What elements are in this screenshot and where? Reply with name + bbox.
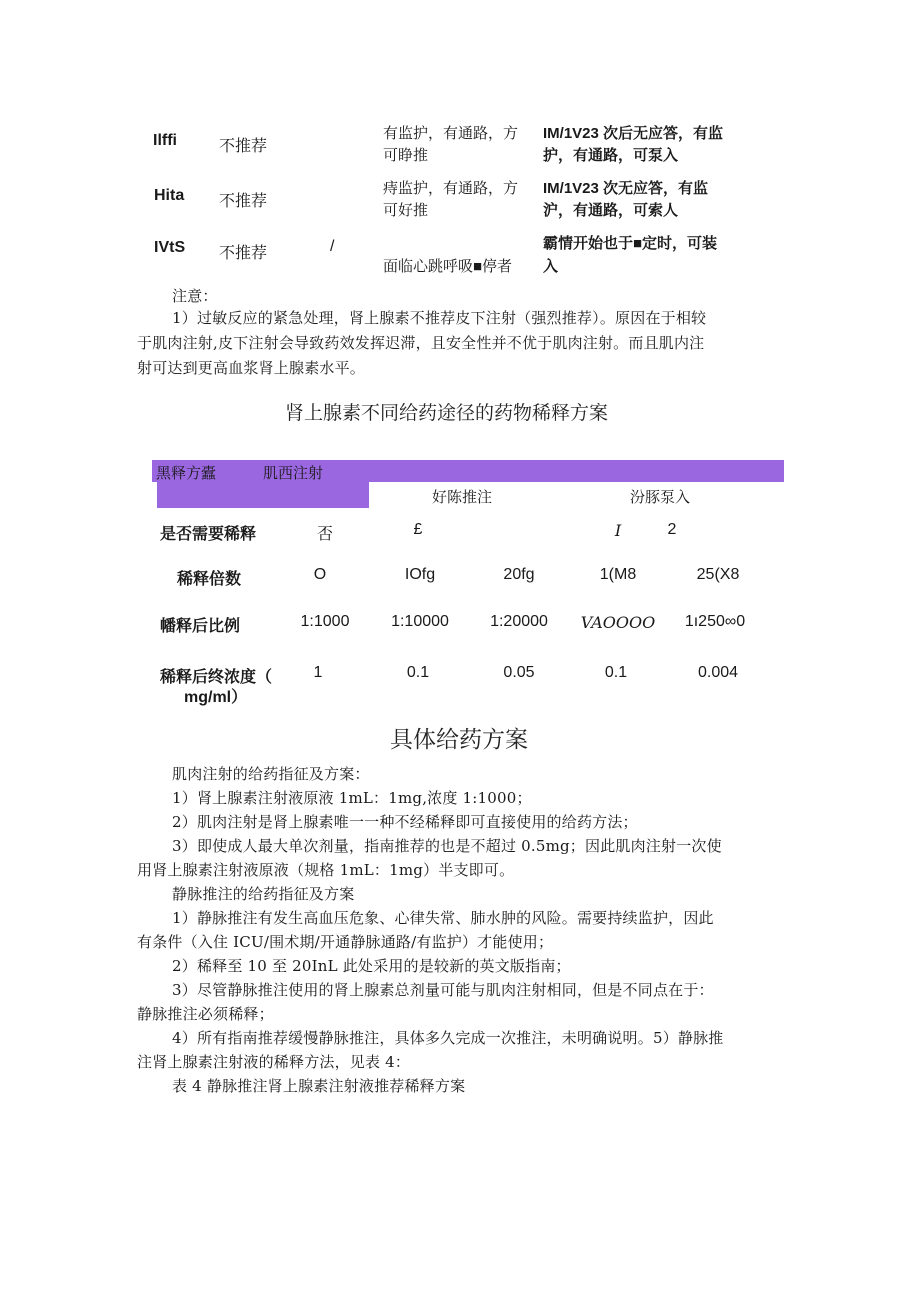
dilution-header-label: 黑释方蠹 [156, 465, 217, 482]
plan-line: 静脉推注的给药指征及方案 [172, 885, 355, 903]
plan-line: 静脉推注必须稀释； [137, 1005, 274, 1023]
plan-line: 3）即使成人最大单次剂量，指南推荐的也是不超过 0.5mg；因此肌肉注射一次使 [172, 837, 722, 855]
plan-line: 1）静脉推注有发生高血压危象、心律失常、肺水肿的风险。需要持续监护，因此 [172, 909, 714, 927]
plan-table-caption: 表 4 静脉推注肾上腺素注射液推荐稀释方案 [172, 1077, 466, 1095]
dilution-row-label: 是否需要稀释 [160, 526, 257, 543]
route-recommendation: 不推荐 [219, 193, 268, 210]
route-label: Ilffi [153, 132, 177, 149]
route-condition-text: 霸情开始也于■定时，可装 [543, 235, 718, 252]
plan-line: 肌肉注射的给药指征及方案： [172, 765, 370, 783]
dilution-title: 肾上腺素不同给药途径的药物稀释方案 [285, 403, 609, 424]
dilution-row-label: 幡释后比例 [160, 618, 241, 635]
dilution-row-label-unit: mg/ml） [184, 689, 248, 706]
dilution-cell: 0.05 [503, 664, 535, 681]
dilution-cell: 0.1 [406, 664, 430, 681]
dilution-cell: 1 [313, 664, 323, 681]
dilution-cell: 1:1000 [300, 613, 350, 630]
dilution-cell: O [313, 566, 327, 583]
route-monitoring-text: 痔监护，有通路，方 [383, 180, 519, 197]
plan-title: 具体给药方案 [390, 726, 528, 752]
dilution-header-im: 肌西注射 [263, 465, 324, 482]
dilution-subheader-block [157, 482, 369, 508]
notes-paragraph: 射可达到更高血浆肾上腺素水平。 [137, 359, 366, 377]
plan-line: 4）所有指南推荐缓慢静脉推注，具体多久完成一次推注，未明确说明。5）静脉推 [172, 1029, 724, 1047]
dilution-cell: 20fg [503, 566, 535, 583]
plan-line: 3）尽管静脉推注使用的肾上腺素总剂量可能与肌肉注射相同，但是不同点在于： [172, 981, 714, 999]
dilution-cell: 25(X8 [696, 566, 740, 583]
route-monitoring-text: 可睁推 [383, 147, 429, 164]
plan-line: 1）肾上腺素注射液原液 1mL：1mg,浓度 1:1000； [172, 789, 532, 807]
plan-line: 有条件（入住 ICU/围术期/开通静脉通路/有监护）才能使用； [137, 933, 554, 951]
route-condition-text: IM/1V23 次后无应答，有监 [543, 125, 724, 142]
dilution-header-bar [152, 460, 784, 482]
dilution-cell: 0.1 [604, 664, 628, 681]
dilution-cell: 1:20000 [490, 613, 548, 630]
plan-line: 注肾上腺素注射液的稀释方法，见表 4： [137, 1053, 411, 1071]
route-slash: / [330, 238, 335, 255]
dilution-cell: 1ı250∞0 [684, 613, 746, 630]
dilution-cell: 2 [667, 521, 677, 538]
plan-line: 2）肌肉注射是肾上腺素唯一一种不经稀释即可直接使用的给药方法； [172, 813, 638, 831]
dilution-cell: £ [413, 521, 423, 538]
dilution-row-label: 稀释倍数 [177, 571, 242, 588]
dilution-cell: VAOOOO [580, 613, 656, 632]
dilution-cell: IOfg [404, 566, 436, 583]
route-monitoring-text: 有监护，有通路，方 [383, 125, 519, 142]
route-label: IVtS [154, 239, 186, 256]
route-label: Hita [154, 187, 185, 204]
dilution-cell: 0.004 [697, 664, 739, 681]
route-monitoring-text: 可好推 [383, 202, 429, 219]
route-monitoring-text: 面临心跳呼吸■停者 [383, 258, 513, 275]
dilution-cell: 否 [316, 526, 333, 543]
dilution-cell: 1:10000 [391, 613, 449, 630]
plan-line: 用肾上腺素注射液原液（规格 1mL：1mg）半支即可。 [137, 861, 515, 879]
dilution-col-pump: 汾豚泵入 [630, 489, 691, 506]
notes-heading: 注意： [172, 287, 218, 305]
dilution-col-push: 好陈推注 [432, 489, 493, 506]
dilution-cell: 1(M8 [599, 566, 637, 583]
route-condition-text: IM/1V23 次无应答，有监 [543, 180, 709, 197]
route-condition-text: 护，有通路，可泵入 [543, 147, 679, 164]
dilution-cell: I [614, 521, 622, 540]
route-recommendation: 不推荐 [219, 245, 268, 262]
notes-paragraph: 于肌肉注射,皮下注射会导致药效发挥迟滞，且安全性并不优于肌肉注射。而且肌内注 [137, 334, 705, 352]
route-condition-text: 入 [543, 258, 559, 275]
route-recommendation: 不推荐 [219, 138, 268, 155]
route-condition-text: 沪，有通路，可索人 [543, 202, 679, 219]
dilution-row-label: 稀释后终浓度（ [160, 669, 273, 686]
plan-line: 2）稀释至 10 至 20InL 此处采用的是较新的英文版指南； [172, 957, 571, 975]
notes-paragraph: 1）过敏反应的紧急处理，肾上腺素不推荐皮下注射（强烈推荐）。原因在于相较 [172, 309, 707, 327]
